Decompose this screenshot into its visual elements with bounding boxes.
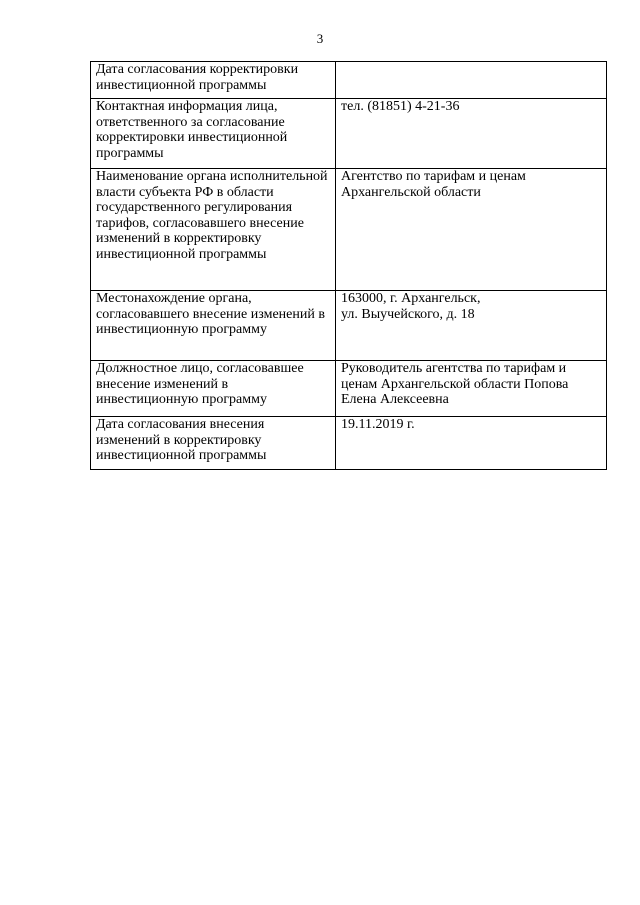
table-row [91,417,607,470]
row-label: Дата согласования корректировки инвестиционной программы [91,62,336,99]
row-label: Должностное лицо, согласовавшее внесение изменений в инвестиционную программу [91,361,336,417]
table-row [91,169,607,291]
row-label: Местонахождение органа, согласовавшего внесение изменений в инвестиционную программу [91,291,336,361]
row-value [336,62,607,99]
table-row [91,361,607,417]
table-row [91,291,607,361]
investment-program-info-table [90,61,607,470]
row-value: Руководитель агентства по тарифам и ценам Архангельской области Попова Елена Алексеевна [336,361,607,417]
page-number: 3 [316,31,324,46]
row-value: Агентство по тарифам и ценам Архангельской области [336,169,607,291]
table-row [91,99,607,169]
address-line-city: 163000, г. Архангельск, [341,291,481,306]
row-label: Контактная информация лица, ответственного за согласование корректировки инвестиционной программы [91,99,336,169]
row-value [336,291,607,361]
row-value: 19.11.2019 г. [336,417,607,470]
row-label: Дата согласования внесения изменений в корректировку инвестиционной программы [91,417,336,470]
row-label: Наименование органа исполнительной власти субъекта РФ в области государственного регулирования тарифов, согласовавшего внесение изменений в корректировку инвестиционной программы [91,169,336,291]
table-row [91,62,607,99]
row-value: тел. (81851) 4-21-36 [336,99,607,169]
address-line-street: ул. Выучейского, д. 18 [341,306,475,322]
